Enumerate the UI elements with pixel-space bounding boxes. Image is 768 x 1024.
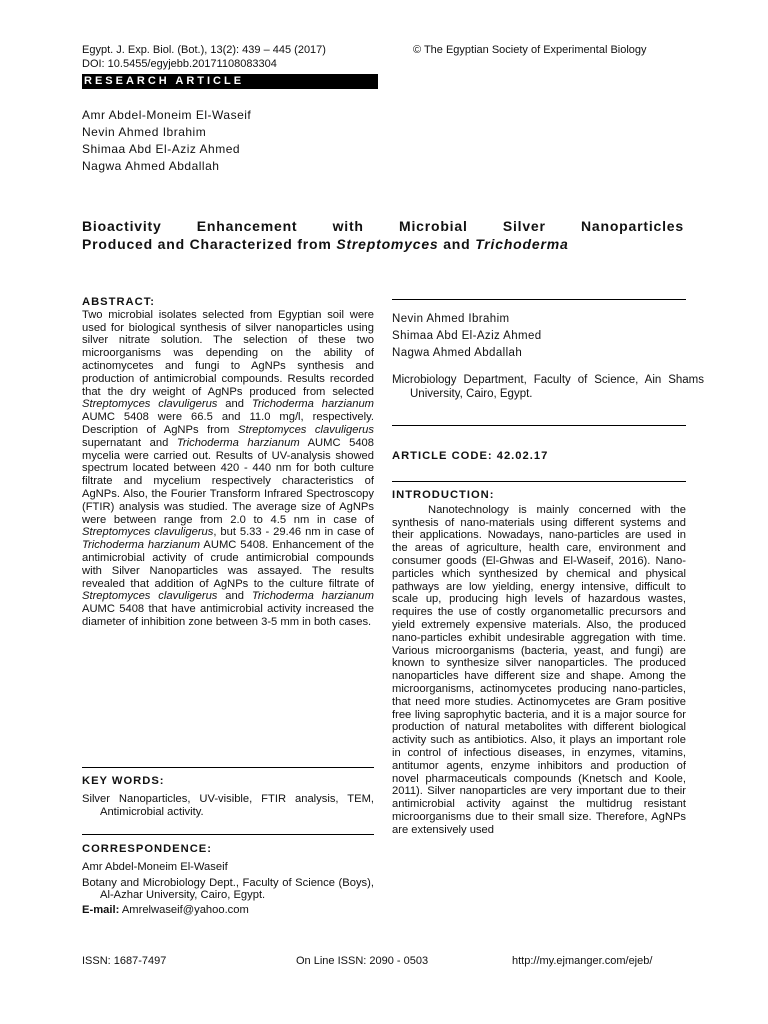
author-name: Nagwa Ahmed Abdallah [392, 347, 523, 359]
introduction-body: Nanotechnology is mainly concerned with the synthesis of nano-materials using different systems and their applications. Nowadays, nano-particles are used in the areas of agriculture, health care, environment and consumer goods (El-Ghwas and El-Waseif, 2016). Nano-particles which synthesized by chemical and physical pathways are low yielding, energy intensive, difficult to scale up, producing high levels of hazardous wastes, requires the use of costly organometallic precursors and yield extremely expensive materials. Also, the produced nano-particles exhibit undesirable aggregation with time. Various microorganisms (bacteria, yeast, and fungi) are known to synthesize silver nanoparticles. The produced nanoparticles have different size and shape. Among the microorganisms, actinomycetes producing nano-particles, that need more studies. Actinomycetes are Gram positive free living saprophytic bacteria, and it is a major source for production of natural metabolites with different biological activity such as antibiotics. Also, it plays an important role in control of infectious diseases, in enzymes, vitamins, antitumor agents, enzyme inhibitors and production of novel pharmaceuticals compounds (Knetsch and Koole, 2011). Silver nanoparticles are very important due to their antimicrobial activity against the multidrug resistant microorganisms due to their small size. Therefore, AgNPs are extensively used [392, 503, 686, 836]
introduction-section [392, 489, 686, 837]
author-name: Shimaa Abd El-Aziz Ahmed [82, 142, 241, 156]
abstract-section [82, 296, 374, 629]
title-genus: Streptomyces [336, 236, 439, 252]
author-name: Nevin Ahmed Ibrahim [392, 313, 510, 325]
keywords-heading: KEY WORDS: [82, 775, 165, 787]
correspondence-section [82, 843, 374, 917]
divider [82, 834, 374, 835]
title-genus: Trichoderma [475, 236, 569, 252]
title-text: Produced and Characterized from [82, 236, 337, 252]
email-label: E-mail: [82, 904, 120, 917]
introduction-heading: INTRODUCTION: [392, 489, 495, 501]
issn: ISSN: 1687-7497 [82, 955, 167, 967]
title-word: Enhancement [196, 218, 298, 234]
doi[interactable]: DOI: 10.5455/egyjebb.20171108083304 [82, 58, 277, 70]
title-word: Bioactivity [82, 218, 162, 234]
title-line-2 [82, 235, 684, 253]
email-link[interactable]: Amrelwaseif@yahoo.com [121, 904, 249, 917]
title-word: Nanoparticles [580, 218, 684, 234]
title-line-1 [82, 217, 684, 235]
divider [392, 425, 686, 426]
divider [82, 767, 374, 768]
article-code: ARTICLE CODE: 42.02.17 [392, 450, 549, 462]
keywords-text: Silver Nanoparticles, UV-visible, FTIR analysis, TEM, Antimicrobial activity. [82, 792, 374, 818]
affiliation-department: Microbiology Department, Faculty of Science, Ain Shams University, Cairo, Egypt. [392, 374, 704, 400]
journal-citation: Egypt. J. Exp. Biol. (Bot.), 13(2): 439 – 445 (2017) [82, 44, 326, 56]
author-list [82, 107, 251, 175]
journal-url[interactable]: http://my.ejmanger.com/ejeb/ [512, 955, 653, 967]
divider [392, 481, 686, 482]
author-name: Nevin Ahmed Ibrahim [82, 125, 207, 139]
correspondence-email-row [82, 904, 374, 917]
title-word: Silver [502, 218, 546, 234]
title-word: Microbial [398, 218, 468, 234]
affiliation-authors [392, 311, 686, 362]
title-text: and [438, 236, 476, 252]
author-name: Nagwa Ahmed Abdallah [82, 159, 220, 173]
abstract-heading: ABSTRACT: [82, 296, 156, 308]
correspondence-address: Botany and Microbiology Dept., Faculty of Science (Boys), Al-Azhar University, Cairo, Egypt. [82, 876, 374, 902]
title-word: with [332, 218, 364, 234]
correspondence-heading: CORRESPONDENCE: [82, 843, 212, 855]
divider [392, 299, 686, 300]
article-type-banner: RESEARCH ARTICLE [82, 74, 378, 89]
author-name: Amr Abdel-Moneim El-Waseif [82, 108, 252, 122]
keywords-section [82, 775, 374, 818]
author-name: Shimaa Abd El-Aziz Ahmed [392, 330, 542, 342]
copyright-society: © The Egyptian Society of Experimental Biology [413, 44, 647, 56]
correspondence-name: Amr Abdel-Moneim El-Waseif [82, 860, 228, 873]
abstract-body: Two microbial isolates selected from Egyptian soil were used for biological synthesis of silver nanoparticles using silver nitrate solution. The selection of these two microorganisms was depending on the ability of actinomycetes and fungi to AgNPs synthesis and production of antimicrobial compounds. Results recorded that the dry weight of AgNPs produced from selected Streptomyces clavuligerus and Trichoderma harzianum AUMC 5408 were 66.5 and 11.0 mg/l, respectively. Description of AgNPs from Streptomyces clavuligerus supernatant and Trichoderma harzianum AUMC 5408 mycelia were carried out. Results of UV-analysis showed spectrum located between 420 - 440 nm for both culture filtrate and mycelium respectively characteristics of AgNPs. Also, the Fourier Transform Infrared Spectroscopy (FTIR) analysis was studied. The average size of AgNPs were between range from 2.0 to 4.5 nm in case of Streptomyces clavuligerus, but 5.33 - 29.46 nm in case of Trichoderma harzianum AUMC 5408. Enhancement of the antimicrobial activity of crude antimicrobial compounds with Silver Nanoparticles was assayed. The results revealed that addition of AgNPs to the culture filtrate of Streptomyces clavuligerus and Trichoderma harzianum AUMC 5408 that have antimicrobial activity increased the diameter of inhibition zone between 3-5 mm in both cases. [82, 308, 374, 628]
paper-title [82, 217, 684, 253]
online-issn: On Line ISSN: 2090 - 0503 [296, 955, 429, 967]
